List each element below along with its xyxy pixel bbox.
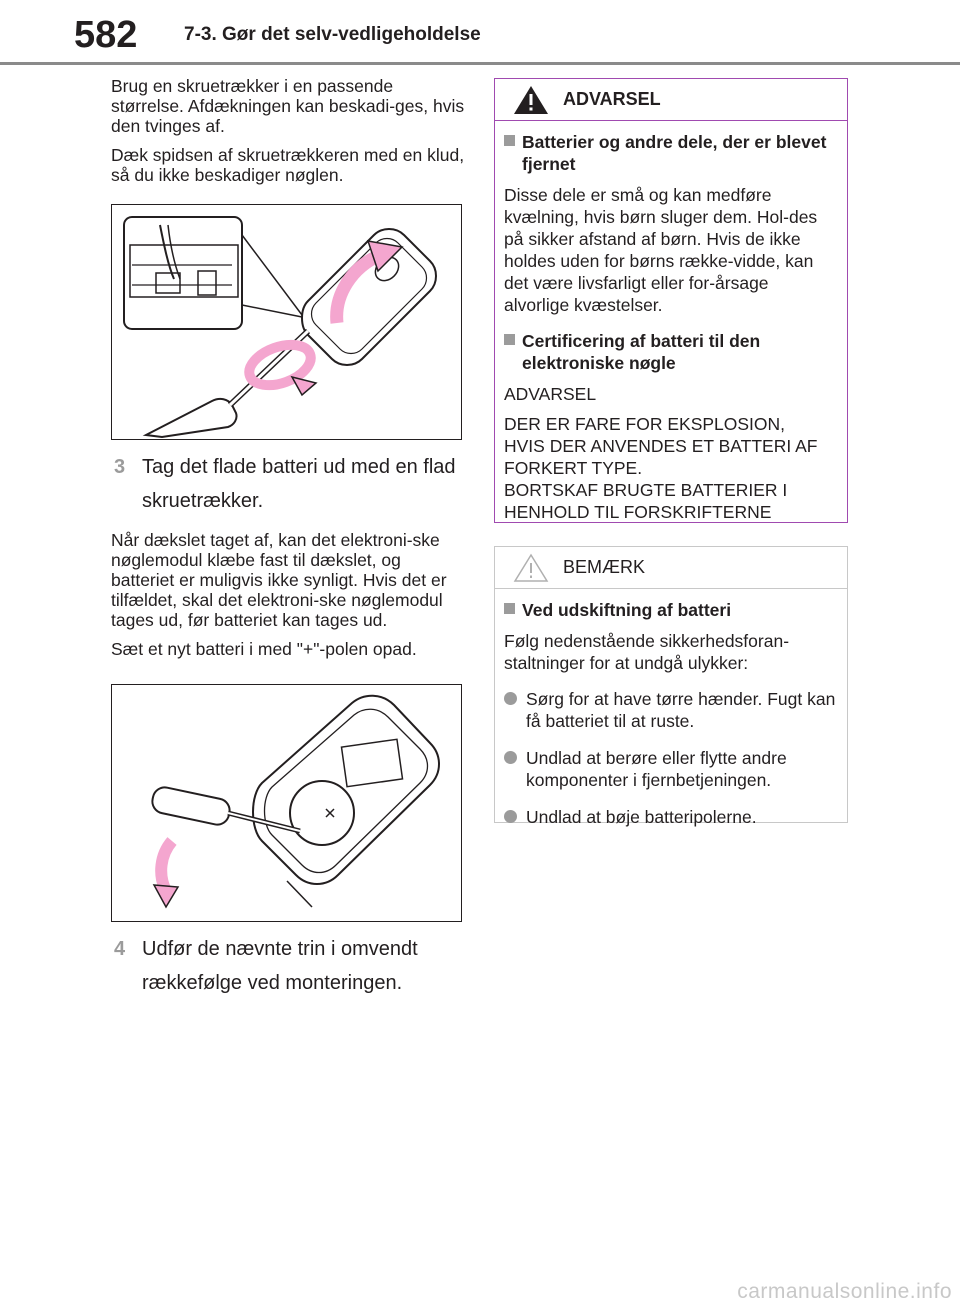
warning-subheading-removed-parts: [504, 131, 837, 175]
note-bullet: [504, 688, 837, 732]
left-column: [111, 76, 467, 1012]
note-bullet-text: Undlad at bøje batteripolerne.: [526, 807, 757, 827]
note-bullet-text: Sørg for at have tørre hænder. Fugt kan få batteriet til at ruste.: [526, 689, 836, 731]
paragraph-insert-battery: Sæt et nyt batteri i med "+"-polen opad.: [111, 639, 417, 659]
paragraph-module-stuck: Når dækslet taget af, kan det elektroni-ske nøglemodul klæbe fast til dækslet, og batteriet er muligvis ikke synligt. Hvis det er tilfældet, skal det elektroni-ske nøglemodul tages ud, før batteriet kan tages ud.: [111, 530, 447, 630]
note-header: [495, 547, 847, 589]
note-box: [494, 546, 848, 827]
header-divider: [0, 62, 960, 65]
note-subheading-text: Ved udskiftning af batteri: [522, 600, 732, 620]
square-bullet-icon: [504, 334, 515, 345]
warning-triangle-icon: [513, 85, 549, 115]
section-title: 7-3. Gør det selv-vedligeholdelse: [184, 24, 481, 45]
warning-text-explosion: DER ER FARE FOR EKSPLOSION, HVIS DER ANVENDES ET BATTERI AF FORKERT TYPE. BORTSKAF BRUGTE BATTERIER I HENHOLD TIL FORSKRIFTERNE: [504, 414, 818, 522]
warning-box: [494, 78, 848, 523]
page-header: [0, 0, 960, 62]
battery-removal-illustration: [112, 685, 460, 920]
step-3-number: 3: [114, 456, 126, 478]
warning-text-advarsel: ADVARSEL: [504, 384, 597, 404]
caution-triangle-icon: [513, 553, 549, 583]
note-title: BEMÆRK: [563, 557, 646, 577]
round-bullet-icon: [504, 751, 517, 764]
note-bullet: [504, 806, 837, 828]
note-bullet-text: Undlad at berøre eller flytte andre komponenter i fjernbetjeningen.: [526, 748, 787, 790]
warning-subheading-1-text: Batterier og andre dele, der er blevet fjernet: [522, 132, 827, 174]
step-3: [111, 450, 467, 518]
watermark: carmanualsonline.info: [737, 1280, 952, 1303]
note-subheading-battery-replacement: [504, 599, 837, 621]
step-4-text: Udfør de nævnte trin i omvendt rækkefølge ved monteringen.: [142, 938, 418, 994]
warning-title: ADVARSEL: [563, 89, 661, 109]
square-bullet-icon: [504, 603, 515, 614]
round-bullet-icon: [504, 692, 517, 705]
warning-subheading-certification: [504, 330, 837, 374]
key-cover-illustration: [112, 205, 460, 438]
paragraph-cover-tip: Dæk spidsen af skruetrækkeren med en klud, så du ikke beskadiger nøglen.: [111, 145, 465, 185]
paragraph-screwdriver-size: Brug en skruetrækker i en passende størrelse. Afdækningen kan beskadi-ges, hvis den tvinges af.: [111, 76, 465, 136]
warning-text-choking: Disse dele er små og kan medføre kvælning, hvis børn sluger dem. Hol-des på sikker afstand af børn. Hvis de ikke holdes uden for børns række-vidde, kan det være livsfarligt eller for-årsage alvorlige kvæstelser.: [504, 185, 818, 315]
step-3-text: Tag det flade batteri ud med en flad skruetrækker.: [142, 456, 456, 512]
note-intro-text: Følg nedenstående sikkerhedsforan-staltninger for at undgå ulykker:: [504, 631, 790, 673]
round-bullet-icon: [504, 810, 517, 823]
page-number: 582: [74, 14, 138, 56]
figure-remove-battery: [111, 684, 462, 922]
step-4: [111, 932, 467, 1000]
figure-remove-cover: [111, 204, 462, 440]
step-4-number: 4: [114, 938, 126, 960]
warning-header: [495, 79, 847, 121]
note-bullet: [504, 747, 837, 791]
square-bullet-icon: [504, 135, 515, 146]
warning-subheading-2-text: Certificering af batteri til den elektroniske nøgle: [522, 331, 761, 373]
